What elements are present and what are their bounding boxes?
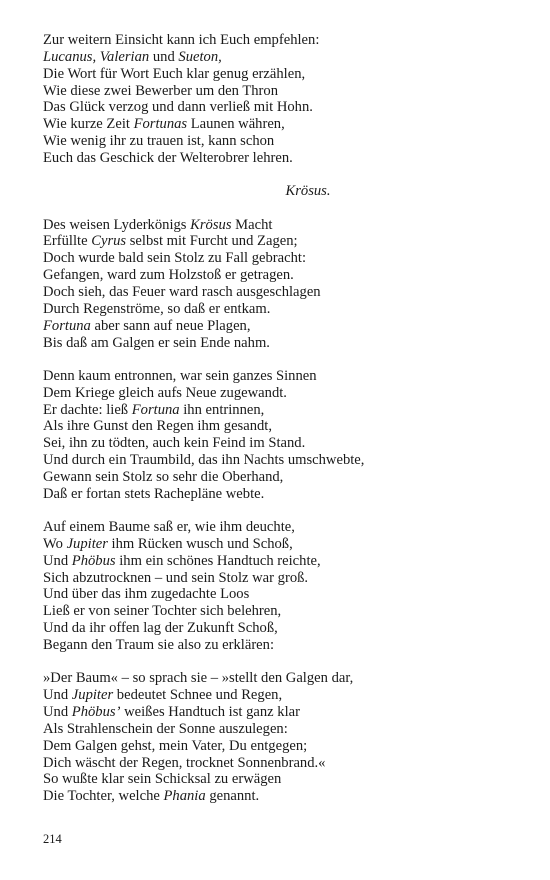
- text-segment: ihn entrinnen,: [179, 401, 265, 418]
- text-segment: Doch wurde bald sein Stolz zu Fall gebracht:: [43, 250, 307, 267]
- verse-line: [43, 620, 513, 637]
- verse-line: [43, 553, 513, 570]
- text-segment: weißes Handtuch ist ganz klar: [120, 704, 300, 721]
- italic-text: Fortuna: [43, 317, 91, 334]
- italic-text: Krösus: [190, 216, 232, 233]
- verse-line: [43, 99, 513, 116]
- section-heading: Krösus.: [285, 183, 331, 200]
- text-segment: bedeutet Schnee und Regen,: [113, 687, 283, 704]
- page-number: 214: [43, 832, 62, 846]
- text-segment: Und durch ein Traumbild, das ihn Nachts umschwebte,: [43, 452, 365, 469]
- italic-text: Sueton,: [178, 48, 222, 65]
- text-segment: Euch das Geschick der Welterobrer lehren.: [43, 149, 293, 166]
- text-segment: Ließ er von seiner Tochter sich belehren,: [43, 603, 282, 620]
- stanza: [43, 519, 513, 654]
- verse-line: [43, 217, 513, 234]
- verse-line: [43, 755, 513, 772]
- text-segment: Gewann sein Stolz so sehr die Oberhand,: [43, 468, 284, 485]
- verse-line: [43, 402, 513, 419]
- verse-line: [43, 721, 513, 738]
- verse-line: [43, 233, 513, 250]
- verse-line: [43, 570, 513, 587]
- text-segment: Durch Regenströme, so daß er entkam.: [43, 300, 271, 317]
- verse-line: [43, 368, 513, 385]
- verse-line: [43, 670, 513, 687]
- verse-line: [43, 788, 513, 805]
- text-segment: Als ihre Gunst den Regen ihm gesandt,: [43, 418, 273, 435]
- text-segment: Denn kaum entronnen, war sein ganzes Sinnen: [43, 367, 317, 384]
- text-segment: Und: [43, 552, 72, 569]
- verse-line: [43, 150, 513, 167]
- verse-line: [43, 603, 513, 620]
- verse-line: [43, 469, 513, 486]
- text-segment: Das Glück verzog und dann verließ mit Hohn.: [43, 99, 313, 116]
- stanza: [43, 217, 513, 352]
- italic-text: Jupiter: [71, 687, 114, 704]
- text-segment: Die Tochter, welche: [43, 788, 164, 805]
- text-segment: Dem Kriege gleich aufs Neue zugewandt.: [43, 384, 287, 401]
- text-segment: Wie diese zwei Bewerber um den Thron: [43, 82, 278, 99]
- italic-text: Fortuna: [131, 401, 180, 418]
- verse-line: [43, 771, 513, 788]
- text-segment: Des weisen Lyderkönigs: [43, 216, 191, 233]
- italic-text: Lucanus, Valerian: [43, 48, 150, 65]
- italic-text: Jupiter: [66, 535, 108, 552]
- text-segment: Doch sieh, das Feuer ward rasch ausgeschlagen: [43, 283, 321, 300]
- text-segment: Begann den Traum sie also zu erklären:: [43, 637, 275, 653]
- stanza: [43, 368, 513, 503]
- verse-line: [43, 267, 513, 284]
- verse-line: [43, 586, 513, 603]
- text-segment: ihm ein schönes Handtuch reichte,: [115, 552, 321, 569]
- italic-text: Fortunas: [133, 116, 188, 133]
- verse-line: [43, 83, 513, 100]
- text-segment: Macht: [231, 216, 273, 233]
- text-segment: Und: [43, 704, 72, 721]
- text-segment: ihm Rücken wusch und Schoß,: [107, 535, 293, 552]
- stanza: [43, 670, 513, 805]
- text-segment: aber sann auf neue Plagen,: [90, 317, 251, 334]
- text-segment: Sich abzutrocknen – und sein Stolz war groß.: [43, 569, 309, 586]
- verse-line: [43, 49, 513, 66]
- text-segment: Erfüllte: [43, 233, 92, 250]
- text-segment: Launen währen,: [187, 116, 285, 133]
- text-segment: »Der Baum« – so sprach sie – »stellt den Galgen dar,: [43, 670, 354, 687]
- text-segment: Sei, ihn zu tödten, auch kein Feind im Stand.: [43, 435, 306, 452]
- verse-line: [43, 637, 513, 654]
- text-segment: Und da ihr offen lag der Zukunft Schoß,: [43, 620, 278, 637]
- book-page: [43, 32, 513, 822]
- verse-line: [43, 66, 513, 83]
- text-segment: Gefangen, ward zum Holzstoß er getragen.: [43, 267, 294, 284]
- verse-line: [43, 335, 513, 352]
- text-segment: Und über das ihm zugedachte Loos: [43, 586, 250, 603]
- verse-line: [43, 536, 513, 553]
- verse-line: [43, 687, 513, 704]
- poem-stanzas-after-heading: [43, 217, 513, 806]
- italic-text: Cyrus: [91, 233, 127, 250]
- text-segment: selbst mit Furcht und Zagen;: [126, 233, 298, 250]
- verse-line: [43, 301, 513, 318]
- verse-line: [43, 704, 513, 721]
- text-segment: genannt.: [205, 788, 260, 805]
- verse-line: [43, 738, 513, 755]
- text-segment: Dem Galgen gehst, mein Vater, Du entgegen;: [43, 737, 308, 754]
- text-segment: Und: [43, 687, 72, 704]
- verse-line: [43, 116, 513, 133]
- italic-text: Phöbus’: [71, 704, 121, 721]
- poem-stanzas-before-heading: [43, 32, 513, 167]
- italic-text: Phania: [163, 788, 206, 805]
- verse-line: [43, 519, 513, 536]
- stanza: [43, 32, 513, 167]
- text-segment: Die Wort für Wort Euch klar genug erzählen,: [43, 65, 306, 82]
- text-segment: und: [149, 48, 179, 65]
- verse-line: [43, 435, 513, 452]
- verse-line: [43, 486, 513, 503]
- verse-line: [43, 133, 513, 150]
- verse-line: [43, 318, 513, 335]
- italic-text: Phöbus: [71, 552, 116, 569]
- text-segment: Als Strahlenschein der Sonne auszulegen:: [43, 720, 288, 737]
- verse-line: [43, 250, 513, 267]
- verse-line: [43, 452, 513, 469]
- text-segment: Wo: [43, 535, 67, 552]
- text-segment: Daß er fortan stets Rachepläne webte.: [43, 485, 265, 502]
- verse-line: [43, 385, 513, 402]
- text-segment: Dich wäscht der Regen, trocknet Sonnenbrand.«: [43, 754, 326, 771]
- text-segment: Auf einem Baume saß er, wie ihm deuchte,: [43, 519, 295, 536]
- verse-line: [43, 32, 513, 49]
- text-segment: Wie kurze Zeit: [43, 116, 134, 133]
- text-segment: Bis daß am Galgen er sein Ende nahm.: [43, 334, 270, 351]
- text-segment: Er dachte: ließ: [43, 401, 132, 418]
- text-segment: So wußte klar sein Schicksal zu erwägen: [43, 771, 282, 788]
- verse-line: [43, 284, 513, 301]
- text-segment: Wie wenig ihr zu trauen ist, kann schon: [43, 133, 275, 150]
- verse-line: [43, 418, 513, 435]
- text-segment: Zur weitern Einsicht kann ich Euch empfehlen:: [43, 32, 320, 48]
